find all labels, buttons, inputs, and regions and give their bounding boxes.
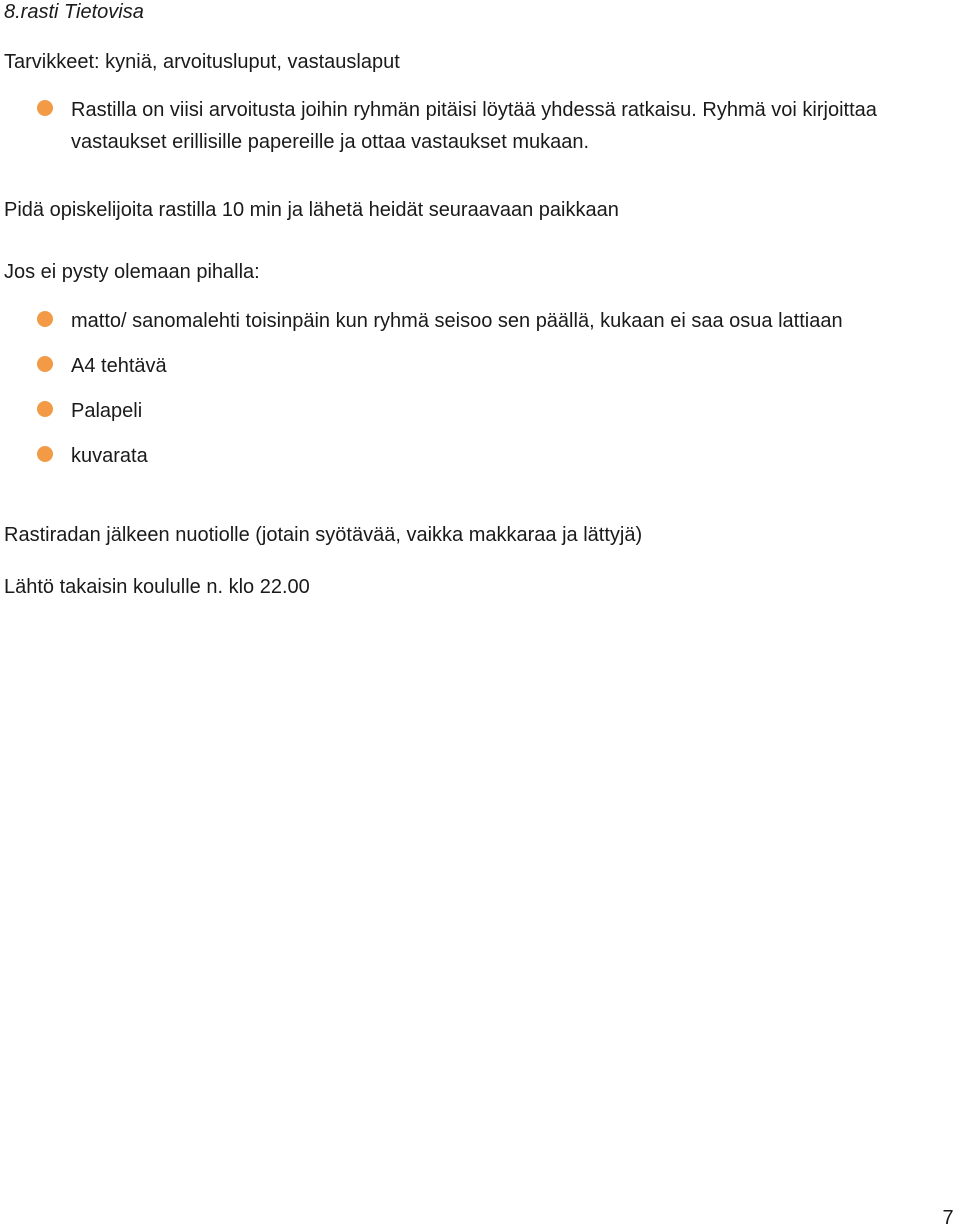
supplies-line: Tarvikkeet: kyniä, arvoitusluput, vastauslaput [4, 51, 400, 73]
list-item-text: Rastilla on viisi arvoitusta joihin ryhmän pitäisi löytää yhdessä ratkaisu. Ryhmä voi kirjoittaa vastaukset erillisille papereille ja ottaa vastaukset mukaan. [71, 99, 877, 153]
list-item-text: A4 tehtävä [71, 355, 167, 377]
alternative-heading: Jos ei pysty olemaan pihalla: [4, 261, 260, 283]
bullet-icon [37, 311, 53, 327]
list-item-text: kuvarata [71, 445, 148, 467]
list-item-text: Palapeli [71, 400, 143, 422]
bullet-icon [37, 446, 53, 462]
instruction-line: Pidä opiskelijoita rastilla 10 min ja lähetä heidät seuraavaan paikkaan [4, 199, 619, 221]
bullet-icon [37, 100, 53, 116]
bullet-icon [37, 401, 53, 417]
departure-line: Lähtö takaisin koululle n. klo 22.00 [4, 576, 310, 598]
bullet-icon [37, 356, 53, 372]
page-number: 7 [942, 1207, 954, 1229]
page-title: 8.rasti Tietovisa [4, 1, 144, 23]
list-item-text: matto/ sanomalehti toisinpäin kun ryhmä seisoo sen päällä, kukaan ei saa osua lattiaan [71, 310, 843, 332]
after-course-line: Rastiradan jälkeen nuotiolle (jotain syötävää, vaikka makkaraa ja lättyjä) [4, 524, 643, 546]
